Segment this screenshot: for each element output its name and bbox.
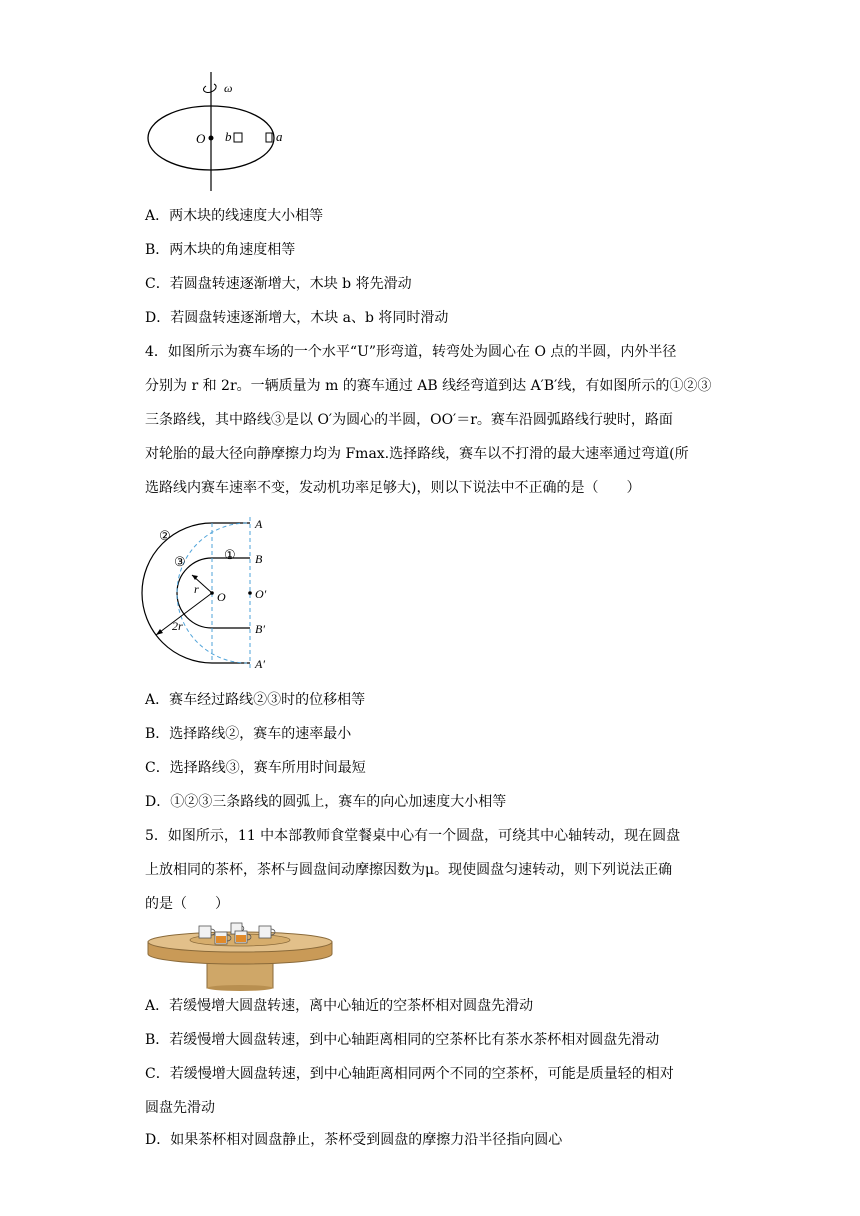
label-route-2: ②	[159, 528, 171, 543]
q5-stem-line-1: 5．如图所示，11 中本部教师食堂餐桌中心有一个圆盘，可绕其中心轴转动，现在圆盘	[145, 828, 681, 844]
block-b	[234, 133, 242, 142]
rotation-arrow-icon	[203, 84, 216, 93]
label-route-1: ①	[224, 547, 236, 562]
table-base-bottom	[207, 985, 273, 991]
q5-option-b: B．若缓慢增大圆盘转速，到中心轴距离相同的空茶杯比有茶水茶杯相对圆盘先滑动	[145, 1032, 660, 1048]
q3-option-a: A．两木块的线速度大小相等	[145, 208, 324, 224]
center-dot	[209, 136, 214, 141]
q4-option-c: C．选择路线③，赛车所用时间最短	[145, 760, 366, 776]
point-O-prime	[248, 591, 252, 595]
q3-option-b: B．两木块的角速度相等	[145, 242, 296, 258]
q5-option-c-line-1: C．若缓慢增大圆盘转速，到中心轴距离相同两个不同的空茶杯，可能是质量轻的相对	[145, 1066, 674, 1082]
q4-option-d: D．①②③三条路线的圆弧上，赛车的向心加速度大小相等	[145, 794, 507, 810]
label-r: r	[194, 582, 199, 596]
label-a: a	[276, 129, 283, 144]
q4-stem-line-2: 分别为 r 和 2r。一辆质量为 m 的赛车通过 AB 线经弯道到达 A′B′线，有如图所示的①②③	[145, 378, 712, 394]
figure-rotating-table	[145, 920, 335, 992]
omega-label: ω	[224, 81, 233, 95]
label-2r: 2r	[172, 619, 183, 633]
label-O: O	[217, 590, 226, 604]
radius-2r-arrowhead-icon	[156, 629, 163, 635]
q4-option-b: B．选择路线②，赛车的速率最小	[145, 726, 352, 742]
label-b: b	[225, 129, 232, 144]
figure-u-bend	[140, 515, 290, 675]
q4-option-a: A．赛车经过路线②③时的位移相等	[145, 692, 366, 708]
label-A: A	[255, 517, 263, 531]
q5-stem-line-3: 的是（ ）	[145, 896, 229, 912]
figure-rotating-disc	[140, 70, 290, 195]
q5-option-d: D．如果茶杯相对圆盘静止，茶杯受到圆盘的摩擦力沿半径指向圆心	[145, 1132, 563, 1148]
block-a	[266, 133, 272, 142]
q4-stem-line-1: 4．如图所示为赛车场的一个水平“U”形弯道，转弯处为圆心在 O 点的半圆，内外半径	[145, 344, 677, 360]
q4-stem-line-5: 选路线内赛车速率不变，发动机功率足够大)，则以下说法中不正确的是（ ）	[145, 480, 641, 496]
label-A-prime: A′	[255, 657, 265, 671]
point-O	[210, 591, 214, 595]
q4-stem-line-4: 对轮胎的最大径向静摩擦力均为 Fmax.选择路线，赛车以不打滑的最大速率通过弯道(所	[145, 446, 689, 462]
label-O-prime: O′	[255, 587, 267, 601]
radius-2r-arrow	[156, 593, 212, 635]
q5-stem-line-2: 上放相同的茶杯，茶杯与圆盘间动摩擦因数为μ。现使圆盘匀速转动，则下列说法正确	[145, 862, 673, 878]
label-O: O	[196, 131, 206, 146]
label-B-prime: B′	[255, 622, 265, 636]
q5-option-c-line-2: 圆盘先滑动	[145, 1100, 215, 1116]
label-B: B	[255, 552, 263, 566]
q3-option-c: C．若圆盘转速逐渐增大，木块 b 将先滑动	[145, 276, 412, 292]
q4-stem-line-3: 三条路线，其中路线③是以 O′为圆心的半圆，OO′＝r。赛车沿圆弧路线行驶时，路面	[145, 412, 673, 428]
label-route-3: ③	[174, 554, 186, 569]
q3-option-d: D．若圆盘转速逐渐增大，木块 a、b 将同时滑动	[145, 310, 449, 326]
q5-option-a: A．若缓慢增大圆盘转速，离中心轴近的空茶杯相对圆盘先滑动	[145, 998, 534, 1014]
